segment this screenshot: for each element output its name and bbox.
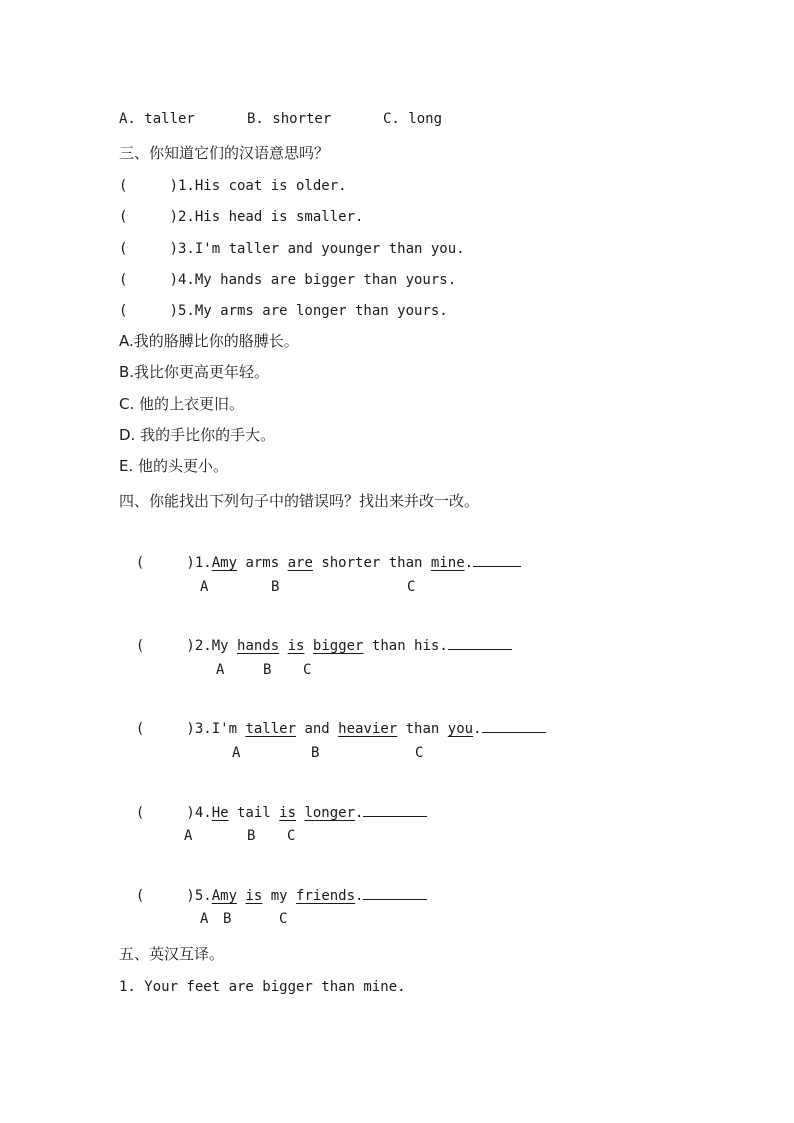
label-c: C [407, 579, 416, 595]
item-part: . [473, 721, 482, 737]
section3-answer-c: C. 他的上衣更旧。 [119, 395, 245, 413]
label-c: C [287, 828, 296, 844]
item-part: Amy [211, 888, 238, 904]
section4-item-5 [119, 869, 427, 905]
label-b: B [223, 911, 232, 927]
label-b: B [271, 579, 280, 595]
item-part [304, 638, 312, 654]
section4-item-1 [119, 536, 521, 572]
answer-blank[interactable] [363, 804, 427, 817]
label-a: A [184, 828, 193, 844]
item-part: is [287, 638, 305, 654]
item-part: and [296, 721, 339, 737]
item-paren: ( )1. [135, 555, 212, 571]
section3-answer-a: A.我的胳膊比你的胳膊长。 [119, 332, 299, 350]
label-b: B [263, 662, 272, 678]
item-part: longer [304, 805, 356, 821]
section4-title: 四、你能找出下列句子中的错误吗？找出来并改一改。 [119, 492, 480, 510]
section3-answer-b: B.我比你更高更年轻。 [119, 363, 270, 381]
item-part: heavier [338, 721, 398, 737]
section3-answer-d: D. 我的手比你的手大。 [119, 426, 276, 444]
section5-item-1: 1. Your feet are bigger than mine. [119, 979, 406, 995]
item-paren: ( )4. [135, 805, 212, 821]
item-part: tail [228, 805, 280, 821]
option-b: B. shorter [247, 111, 332, 127]
item-part: arms [237, 555, 288, 571]
item-part: my [262, 888, 297, 904]
label-b: B [311, 745, 320, 761]
answer-blank[interactable] [482, 720, 546, 733]
label-c: C [279, 911, 288, 927]
section5-title: 五、英汉互译。 [119, 945, 225, 963]
label-b: B [247, 828, 256, 844]
item-part: . [355, 805, 364, 821]
item-part: . [464, 555, 474, 571]
section4-item-4 [119, 786, 427, 822]
option-c: C. long [383, 111, 443, 127]
section4-item-2 [119, 619, 512, 655]
item-part [279, 638, 287, 654]
item-part: shorter than [312, 555, 431, 571]
label-c: C [415, 745, 424, 761]
section3-question-1: ( )1.His coat is older. [119, 178, 347, 194]
section3-question-5: ( )5.My arms are longer than yours. [119, 303, 448, 319]
label-a: A [200, 911, 209, 927]
label-a: A [232, 745, 241, 761]
item-part: I'm [211, 721, 246, 737]
section3-question-2: ( )2.His head is smaller. [119, 209, 364, 225]
section3-question-4: ( )4.My hands are bigger than yours. [119, 272, 457, 288]
section3-answer-e: E. 他的头更小。 [119, 457, 229, 475]
item-part: bigger [312, 638, 364, 654]
item-part: you [447, 721, 474, 737]
item-part: than [397, 721, 448, 737]
label-a: A [200, 579, 209, 595]
label-c: C [303, 662, 312, 678]
item-part: are [287, 555, 313, 571]
answer-blank[interactable] [473, 554, 521, 567]
item-part: friends [296, 888, 356, 904]
item-part: is [279, 805, 297, 821]
item-part: Amy [211, 555, 238, 571]
section3-title: 三、你知道它们的汉语意思吗？ [119, 144, 330, 162]
section3-question-3: ( )3.I'm taller and younger than you. [119, 241, 465, 257]
item-part: taller [245, 721, 297, 737]
item-part: is [245, 888, 263, 904]
answer-blank[interactable] [363, 887, 427, 900]
item-paren: ( )3. [135, 721, 212, 737]
item-part: . [355, 888, 364, 904]
answer-blank[interactable] [448, 637, 512, 650]
label-a: A [216, 662, 225, 678]
item-part: He [211, 805, 229, 821]
option-a: A. taller [119, 111, 195, 127]
section4-item-3 [119, 702, 546, 738]
item-part: than his. [363, 638, 448, 654]
item-paren: ( )2. [135, 638, 212, 654]
item-paren: ( )5. [135, 888, 212, 904]
item-part: mine [430, 555, 465, 571]
item-part: My [211, 638, 238, 654]
item-part: hands [237, 638, 280, 654]
